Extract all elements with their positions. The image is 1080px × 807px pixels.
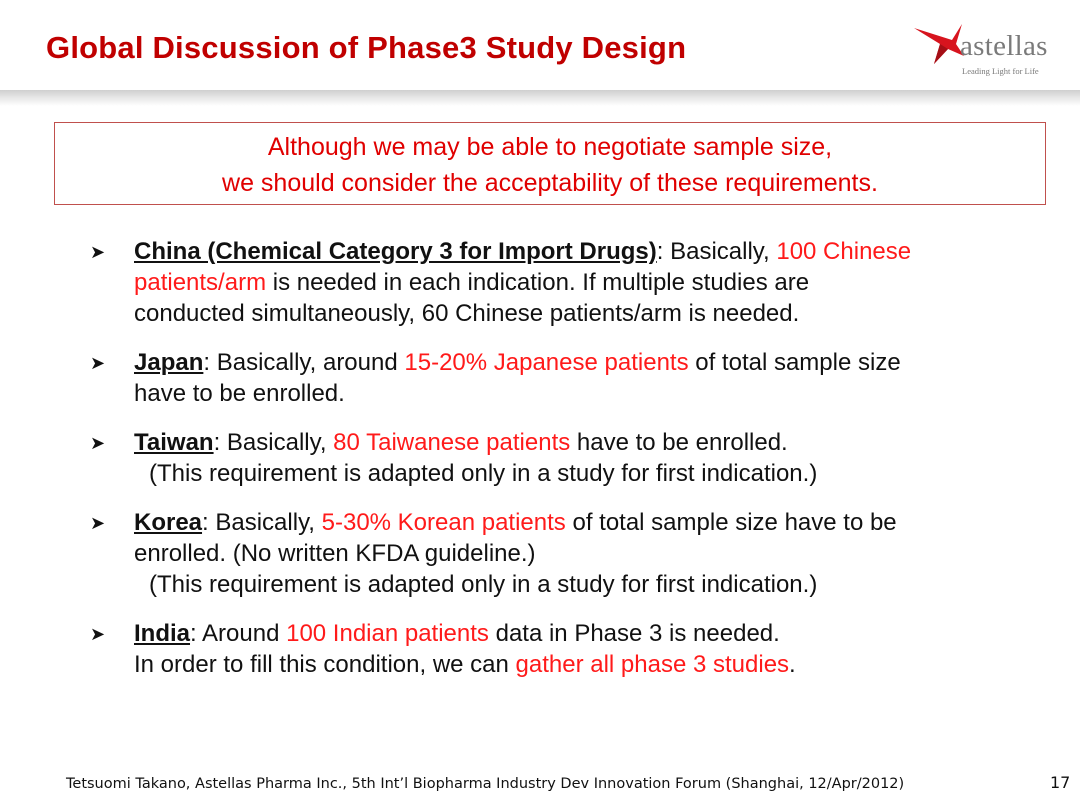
bullet-line: conducted simultaneously, 60 Chinese patients/arm is needed. <box>134 300 800 327</box>
bullet-text: have to be enrolled. <box>570 429 788 456</box>
astellas-logo <box>912 20 1062 80</box>
list-item-taiwan <box>90 427 1050 489</box>
arrow-bullet-icon: ➤ <box>90 513 106 533</box>
highlight-text: 80 Taiwanese patients <box>333 429 571 456</box>
region-label: Korea <box>134 509 203 536</box>
list-item-india <box>90 618 1050 680</box>
bullet-line <box>134 618 1050 649</box>
region-label: Taiwan <box>134 429 214 456</box>
callout-line-2: we should consider the acceptability of these requirements. <box>222 169 878 197</box>
highlight-text: 15-20% Japanese patients <box>404 349 689 376</box>
bullet-note: (This requirement is adapted only in a study for first indication.) <box>149 460 818 487</box>
bullet-text: data in Phase 3 is needed. <box>488 620 780 647</box>
highlight-text: 100 Indian patients <box>286 620 489 647</box>
astellas-star-icon <box>912 22 964 66</box>
region-label: Japan <box>134 349 204 376</box>
bullet-line <box>134 347 1050 378</box>
header-divider <box>0 90 1080 106</box>
slide-title: Global Discussion of Phase3 Study Design <box>46 30 687 65</box>
arrow-bullet-icon: ➤ <box>90 353 106 373</box>
bullet-text: : Basically, <box>656 238 777 265</box>
highlight-text: 100 Chinese <box>776 238 912 265</box>
bullet-line <box>134 507 1050 538</box>
bullet-note: (This requirement is adapted only in a study for first indication.) <box>149 571 818 598</box>
highlight-text: 5-30% Korean patients <box>321 509 566 536</box>
bullet-text: : Basically, around <box>203 349 405 376</box>
page-number: 17 <box>1050 773 1071 792</box>
bullet-text: In order to fill this condition, we can <box>134 651 516 678</box>
bullet-text: of total sample size <box>688 349 901 376</box>
highlight-text: patients/arm <box>134 269 267 296</box>
list-item-japan <box>90 347 1050 409</box>
list-item-china <box>90 236 1050 329</box>
bullet-text: of total sample size have to be <box>565 509 897 536</box>
arrow-bullet-icon: ➤ <box>90 433 106 453</box>
callout-line-1: Although we may be able to negotiate sample size, <box>267 133 833 161</box>
footer-citation: Tetsuomi Takano, Astellas Pharma Inc., 5th Int’l Biopharma Industry Dev Innovation Forum (Shanghai, 12/Apr/2012) <box>66 776 905 792</box>
bullet-line <box>134 267 1050 298</box>
bullet-line <box>134 649 1050 680</box>
bullet-text: : Basically, <box>202 509 322 536</box>
bullet-line: enrolled. (No written KFDA guideline.) <box>134 540 536 567</box>
region-label: China (Chemical Category 3 for Import Drugs) <box>134 238 657 265</box>
bullet-line: have to be enrolled. <box>134 380 345 407</box>
logo-tagline: Leading Light for Life <box>962 66 1039 76</box>
highlight-text: gather all phase 3 studies <box>515 651 790 678</box>
arrow-bullet-icon: ➤ <box>90 242 106 262</box>
bullet-text: : Basically, <box>213 429 334 456</box>
region-label: India <box>134 620 191 647</box>
bullet-line <box>134 236 1050 267</box>
bullet-text: . <box>789 651 796 678</box>
list-item-korea <box>90 507 1050 600</box>
arrow-bullet-icon: ➤ <box>90 624 106 644</box>
logo-wordmark: astellas <box>960 30 1048 62</box>
requirements-list <box>90 236 1050 698</box>
callout-box <box>54 122 1046 205</box>
bullet-text: is needed in each indication. If multiple studies are <box>266 269 810 296</box>
bullet-text: : Around <box>190 620 287 647</box>
bullet-line <box>134 427 1050 458</box>
